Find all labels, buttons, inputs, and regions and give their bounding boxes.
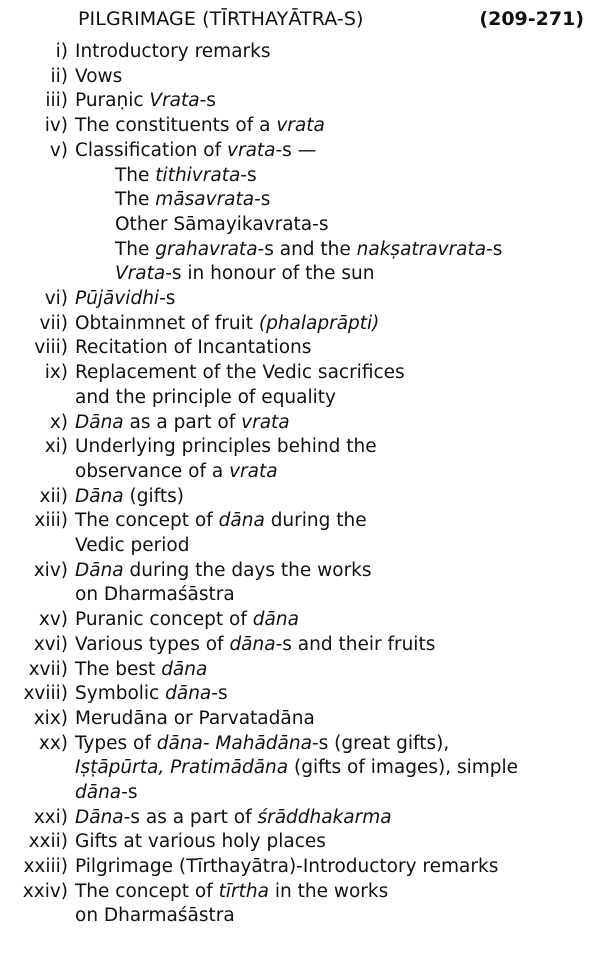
entry-number: x) [49, 411, 68, 433]
entry-text-line [75, 485, 595, 510]
text-segment: The concept of [75, 880, 219, 902]
entry-text-line [75, 460, 595, 485]
text-segment: during the [264, 510, 367, 532]
text-segment: Dāna [75, 806, 124, 828]
text-segment: dāna [229, 633, 276, 655]
text-segment: Symbolic [75, 683, 166, 705]
entry-number: iv) [44, 115, 68, 137]
text-segment: (phalaprāpti) [258, 312, 380, 334]
text-segment: Pūjāvidhi [75, 288, 160, 309]
entry-number: xix) [33, 707, 68, 729]
text-segment: -s [199, 90, 216, 112]
text-segment: -s [254, 189, 271, 211]
section-header [0, 8, 600, 38]
entry-text-line [75, 411, 595, 436]
section-title: PILGRIMAGE (TĪRTHAYĀTRA-S) [78, 8, 364, 30]
entry-number: xxiv) [22, 880, 68, 902]
entry-text-line [75, 830, 595, 855]
text-segment: on Dharmaśāstra [75, 905, 235, 927]
text-segment: during the days the works [123, 559, 372, 581]
entry-text-line [75, 559, 595, 584]
entry-text-line [75, 904, 595, 929]
text-segment: Replacement of the Vedic sacrifices [75, 362, 405, 384]
entry-number: xv) [38, 609, 68, 631]
text-segment: -s [159, 288, 176, 309]
text-segment: grahavrata [155, 238, 258, 260]
text-segment: Obtainmnet of fruit [75, 312, 259, 334]
entry-number: ix) [44, 362, 68, 384]
text-segment: -s as a part of [123, 806, 258, 828]
entry-text-line [75, 707, 595, 732]
entry-text-line [75, 880, 595, 905]
text-segment: Puranic concept of [75, 609, 253, 631]
text-segment: dāna [252, 609, 299, 631]
entry-number: vi) [44, 288, 68, 309]
entry-text-line [75, 139, 595, 164]
entry-text-line [75, 534, 595, 559]
entry-number: xxii) [28, 831, 68, 853]
entry-text-line [75, 361, 595, 386]
entry-text-line [75, 386, 595, 411]
entry-text-line [75, 633, 595, 658]
text-segment: tithivrata [155, 164, 241, 186]
text-segment: The [115, 164, 156, 186]
text-segment: Vedic period [75, 534, 190, 556]
entry-number: xxi) [33, 806, 68, 828]
text-segment: observance of a [75, 460, 230, 482]
entry-number: xx) [38, 732, 68, 754]
entry-text-line [75, 40, 595, 65]
entry-number: ii) [50, 65, 68, 87]
entry-text-line [75, 781, 595, 806]
text-segment: as a part of [123, 411, 242, 433]
text-segment: -s [486, 238, 503, 260]
text-segment: Pilgrimage (Tīrthayātra)-Introductory remarks [75, 856, 499, 878]
text-segment: The [115, 238, 156, 260]
text-segment: The concept of [75, 510, 219, 532]
text-segment: Iṣṭāpūrta, Pratimādāna [75, 757, 289, 779]
entry-text-line [75, 732, 595, 757]
text-segment: Classification of [75, 139, 228, 161]
text-segment: Gifts at various holy places [75, 831, 326, 853]
entry-number: xviii) [23, 683, 68, 705]
entry-number: xvi) [33, 633, 68, 655]
entry-number: xiii) [34, 510, 68, 532]
text-segment: Dāna [75, 485, 124, 507]
entry-text-line [75, 287, 595, 312]
entry-number: v) [49, 139, 68, 161]
entry-text-line [75, 756, 595, 781]
entry-text-line [75, 658, 595, 683]
entry-text-line [75, 806, 595, 831]
text-segment: (gifts of images), simple [288, 757, 519, 779]
entry-number: xi) [44, 436, 68, 458]
text-segment: Merudāna or Parvatadāna [75, 707, 315, 729]
entry-text-line [75, 435, 595, 460]
contents-subentry [115, 213, 595, 238]
text-segment: Puraṇic [75, 90, 150, 112]
text-segment: Vrata [149, 90, 200, 112]
text-segment: Other Sāmayikavrata-s [115, 213, 329, 235]
text-segment: in the works [268, 880, 389, 902]
text-segment: dāna [75, 781, 122, 803]
text-segment: Introductory remarks [75, 41, 271, 62]
text-segment: vrata [276, 115, 325, 137]
text-segment: -s and their fruits [275, 633, 436, 655]
entry-number: xii) [39, 485, 68, 507]
entry-text-line [75, 89, 595, 114]
entry-number: viii) [34, 337, 68, 359]
text-segment: Recitation of Incantations [75, 337, 312, 359]
entry-number: iii) [45, 90, 68, 112]
entry-number: xvii) [28, 658, 68, 680]
text-segment: -s [121, 781, 138, 803]
text-segment: -s — [275, 139, 317, 161]
entry-text-line [75, 336, 595, 361]
text-segment: vrata [229, 460, 278, 482]
text-segment: -s [240, 164, 257, 186]
text-segment: The constituents of a [75, 115, 277, 137]
entry-number: vii) [39, 312, 68, 334]
entry-text-line [75, 583, 595, 608]
text-segment: dāna [165, 683, 212, 705]
text-segment: (gifts) [123, 485, 184, 507]
entry-text-line [75, 312, 595, 337]
contents-subentry [115, 262, 595, 287]
entry-number: xiv) [33, 559, 68, 581]
entry-text-line [75, 608, 595, 633]
page-range: (209-271) [479, 8, 584, 30]
text-segment: vrata [227, 139, 276, 161]
text-segment: Various types of [75, 633, 230, 655]
entry-text-line [75, 509, 595, 534]
text-segment: Underlying principles behind the [75, 436, 377, 458]
text-segment: Vows [75, 65, 123, 87]
entry-text-line [75, 114, 595, 139]
entry-number: xxiii) [23, 856, 68, 878]
text-segment: The best [75, 658, 162, 680]
text-segment: Types of [75, 732, 157, 754]
entry-text-line [75, 65, 595, 90]
text-segment: vrata [241, 411, 290, 433]
text-segment: tīrtha [218, 880, 269, 902]
text-segment: Vrata [115, 263, 166, 285]
text-segment: Dāna [75, 559, 124, 581]
text-segment: The [115, 189, 156, 211]
text-segment: -s and the [257, 238, 357, 260]
text-segment: on Dharmaśāstra [75, 584, 235, 606]
contents-subentry [115, 238, 595, 263]
text-segment: -s [211, 683, 228, 705]
text-segment: dāna [161, 658, 208, 680]
contents-subentry [115, 188, 595, 213]
text-segment: dāna- Mahādāna [156, 732, 312, 754]
text-segment: māsavrata [155, 189, 255, 211]
entry-text-line [75, 855, 595, 880]
text-segment: -s (great gifts), [311, 732, 450, 754]
entry-number: i) [55, 41, 68, 62]
text-segment: Dāna [75, 411, 124, 433]
entry-text-line [75, 682, 595, 707]
text-segment: nakṣatravrata [356, 238, 487, 260]
text-segment: and the principle of equality [75, 386, 336, 408]
text-segment: dāna [218, 510, 265, 532]
text-segment: śrāddhakarma [257, 806, 392, 828]
contents-subentry [115, 164, 595, 189]
text-segment: -s in honour of the sun [165, 263, 375, 285]
